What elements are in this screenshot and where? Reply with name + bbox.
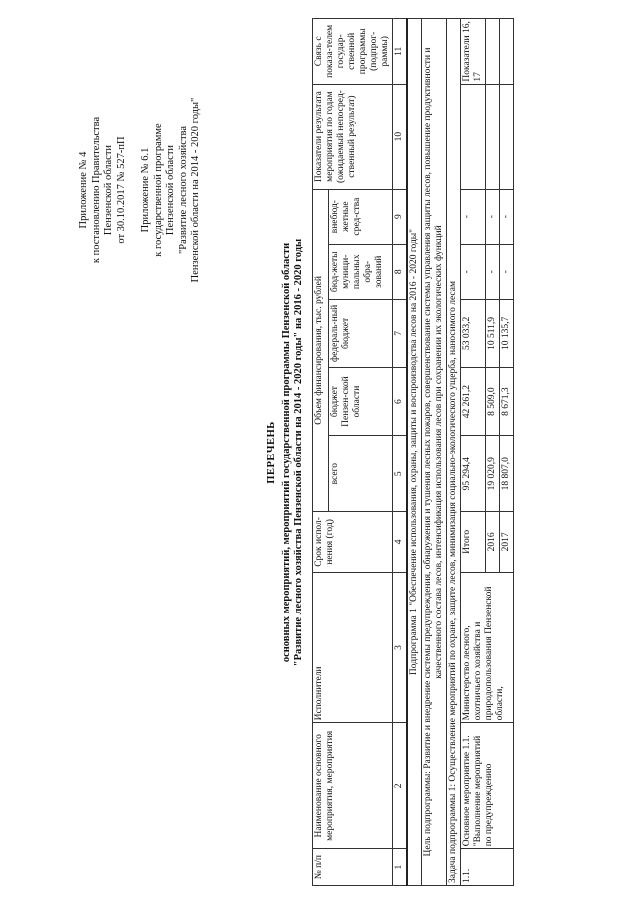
column-number: 11 xyxy=(393,19,408,85)
header-row xyxy=(313,19,329,886)
column-number-row xyxy=(393,19,408,886)
row-indicator xyxy=(461,84,486,189)
column-number: 6 xyxy=(393,367,408,435)
row-federal: 53 033,2 xyxy=(461,299,486,367)
appendix-line: Пензенской области xyxy=(165,144,176,236)
header-indicators: Показатели результата мероприятия по годам (ожидаемый непосред-ственный результат) xyxy=(313,84,393,189)
row-regional: 8 671,3 xyxy=(500,367,514,435)
row-executor: Министерство лесного, охотничьего хозяйства и природопользования Пензенской области, xyxy=(461,572,514,723)
appendix-line: к постановлению Правительства xyxy=(90,116,102,264)
row-total: 95 294,4 xyxy=(461,436,486,512)
appendix-line: "Развитие лесного хозяйства xyxy=(177,125,189,255)
row-name: Основное мероприятие 1.1. "Выполнение мероприятий по предупреждению xyxy=(461,723,514,849)
appendix-header-1 xyxy=(78,40,128,340)
header-executors: Исполнители xyxy=(313,572,393,723)
column-number: 1 xyxy=(393,849,408,886)
document-title xyxy=(266,0,306,905)
row-regional: 42 261,2 xyxy=(461,367,486,435)
title-line: "Развитие лесного хозяйства Пензенской области на 2014 - 2020 годы" на 2016 - 2020 годы xyxy=(293,238,304,667)
title-main: ПЕРЕЧЕНЬ xyxy=(266,421,277,484)
header-total: всего xyxy=(328,436,392,512)
subprogram-goal: Цель подпрограммы: Развитие и внедрение системы предупреждения, обнаружения и тушения лесных пожаров, совершенствование системы управления защиты лесов, повышение продуктивности и качественного состава лесов, интенсификация использования лесов при сохранении их экологических функций xyxy=(422,19,447,886)
row-regional: 8 509,0 xyxy=(486,367,500,435)
appendix-line: от 30.10.2017 № 527-пП xyxy=(115,136,127,244)
header-term: Срок испол-нения (год) xyxy=(313,512,393,572)
column-number: 2 xyxy=(393,723,408,849)
header-extra: внебюд-жетные сред-ства xyxy=(328,189,392,244)
column-number: 7 xyxy=(393,299,408,367)
subprogram-task: Задача подпрограммы 1: Осуществление мероприятий по охране, защите лесов, минимизация социально-экологического ущерба, наносимого лесам xyxy=(447,19,461,886)
column-number: 9 xyxy=(393,189,408,244)
column-number: 4 xyxy=(393,512,408,572)
appendix-line: Пензенской области на 2014 - 2020 годы" xyxy=(190,97,201,283)
measures-table xyxy=(312,18,514,886)
appendix-line: Пензенской области xyxy=(103,144,114,236)
row-link: Показатели 16, 17 xyxy=(461,19,486,85)
title-line: основных мероприятий, мероприятий государственной программы Пензенской области xyxy=(280,242,292,663)
row-year: 2016 xyxy=(486,512,500,572)
row-federal: 10 511,9 xyxy=(486,299,500,367)
row-extra: - xyxy=(486,189,500,244)
subprogram-row xyxy=(407,19,422,886)
row-year: 2017 xyxy=(500,512,514,572)
header-municipal: бюд-жеты муници-пальных обра-зований xyxy=(328,244,392,299)
row-year: Итого xyxy=(461,512,486,572)
column-number: 5 xyxy=(393,436,408,512)
header-federal: федераль-ный бюджет xyxy=(328,299,392,367)
row-indicator xyxy=(500,84,514,189)
task-row xyxy=(447,19,461,886)
row-extra: - xyxy=(500,189,514,244)
appendix-line: Приложение № 4 xyxy=(78,151,89,229)
appendix-header-2 xyxy=(140,40,203,340)
header-link: Связь с показа-телем государ-ственной программы (подпрог-раммы) xyxy=(313,19,393,85)
row-indicator xyxy=(486,84,500,189)
row-federal: 10 135,7 xyxy=(500,299,514,367)
row-num: 1.1. xyxy=(461,849,514,886)
row-municipal: - xyxy=(500,244,514,299)
header-num: № п/п xyxy=(313,849,393,886)
row-link xyxy=(500,19,514,85)
row-link xyxy=(486,19,500,85)
header-name: Наименование основного мероприятия, мероприятия xyxy=(313,723,393,849)
subprogram-title: Подпрограмма 1 "Обеспечение использования, охраны, защиты и воспроизводства лесов на 2016 - 2020 годы" xyxy=(407,19,422,886)
goal-row xyxy=(422,19,447,886)
row-total: 18 807,0 xyxy=(500,436,514,512)
appendix-line: Приложение № 6.1 xyxy=(140,147,151,233)
row-municipal: - xyxy=(461,244,486,299)
row-extra: - xyxy=(461,189,486,244)
header-funding: Объем финансирования, тыс. рублей xyxy=(313,189,329,512)
row-total: 19 020,9 xyxy=(486,436,500,512)
appendix-line: к государственной программе xyxy=(152,123,164,257)
column-number: 3 xyxy=(393,572,408,723)
table-row xyxy=(461,19,486,886)
header-regional: бюджет Пензен-ской области xyxy=(328,367,392,435)
column-number: 8 xyxy=(393,244,408,299)
column-number: 10 xyxy=(393,84,408,189)
row-municipal: - xyxy=(486,244,500,299)
